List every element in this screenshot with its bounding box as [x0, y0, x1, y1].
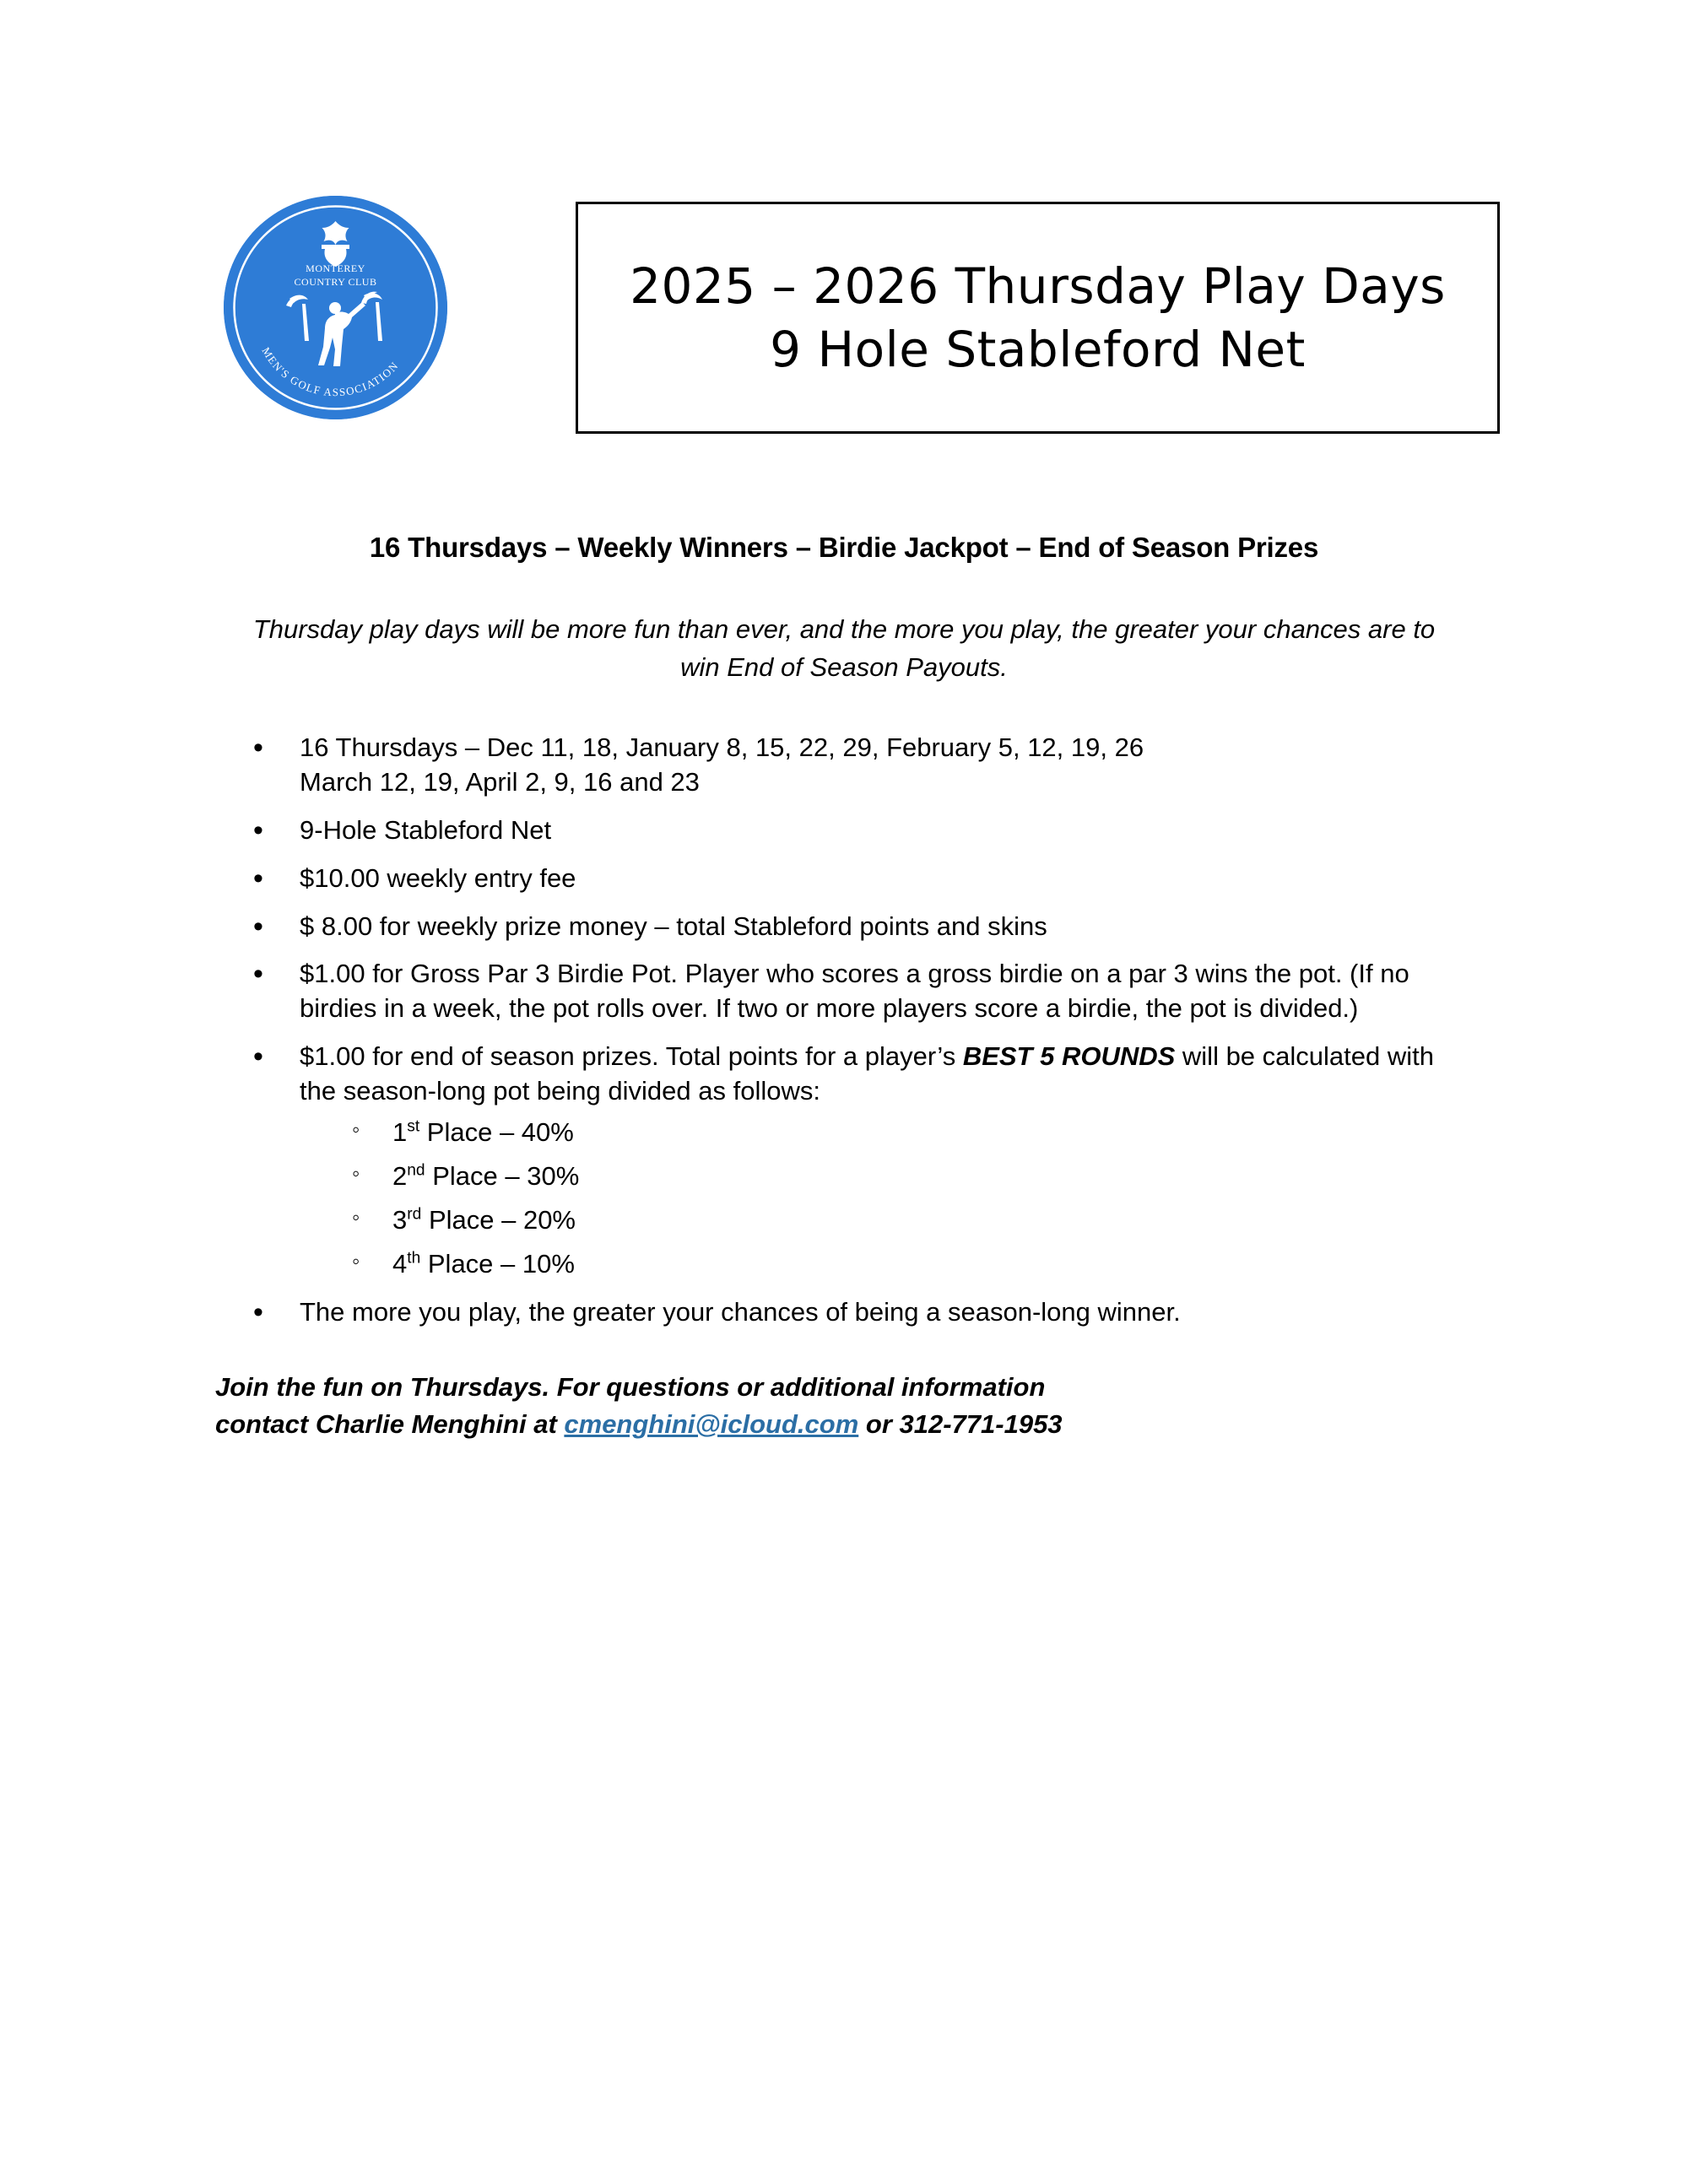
- payout-ordinal: 4: [392, 1248, 408, 1279]
- list-item-continuation: [0, 765, 1485, 800]
- season-prize-emphasis: BEST 5 ROUNDS: [962, 1041, 1176, 1072]
- title-box: [576, 202, 1500, 434]
- payout-sublist: [300, 1116, 1469, 1282]
- payout-item-3rd: [300, 1203, 1469, 1238]
- title-line-2: 9 Hole Stableford Net: [770, 320, 1306, 378]
- payout-ordinal-suffix: st: [407, 1117, 420, 1136]
- payout-item-2nd: [300, 1160, 1469, 1194]
- payout-ordinal: 3: [392, 1204, 408, 1235]
- list-item: [0, 1295, 1485, 1330]
- closing-text-pre: contact Charlie Menghini at: [215, 1408, 565, 1439]
- list-item-text: 16 Thursdays – Dec 11, 18, January 8, 15, 22, 29, February 5, 12, 19, 26: [300, 732, 1144, 762]
- list-item-text: March 12, 19, April 2, 9, 16 and 23: [300, 766, 700, 797]
- document-header: [0, 187, 1688, 457]
- payout-text: Place – 30%: [425, 1160, 580, 1191]
- payout-item-4th: [300, 1247, 1469, 1282]
- payout-text: Place – 40%: [419, 1117, 574, 1148]
- list-item-text: $1.00 for Gross Par 3 Birdie Pot. Player who scores a gross birdie on a par 3 wins the pot. (If no birdies in a week, the pot rolls over. If two or more players score a birdie, the pot is divided.): [300, 959, 1409, 1024]
- closing-line-2: [215, 1406, 1481, 1443]
- payout-text: Place – 20%: [421, 1204, 576, 1235]
- monterey-country-club-logo-icon: [224, 196, 447, 419]
- list-item-text: $10.00 weekly entry fee: [300, 862, 576, 893]
- payout-item-1st: [300, 1116, 1469, 1150]
- details-list: [0, 731, 1485, 1330]
- subtitle: 16 Thursdays – Weekly Winners – Birdie Jackpot – End of Season Prizes: [369, 532, 1319, 563]
- svg-text:MONTEREY: MONTEREY: [306, 262, 365, 274]
- list-item: [0, 910, 1485, 944]
- closing-line-1: Join the fun on Thursdays. For questions or additional information: [215, 1371, 1046, 1402]
- list-item-text: The more you play, the greater your chances of being a season-long winner.: [300, 1296, 1181, 1327]
- payout-ordinal-suffix: nd: [407, 1161, 425, 1180]
- list-item: [0, 862, 1485, 896]
- contact-email-link[interactable]: cmenghini@icloud.com: [564, 1408, 859, 1439]
- payout-ordinal: 2: [392, 1160, 408, 1191]
- list-item-text: 9-Hole Stableford Net: [300, 814, 552, 845]
- title-line-1: 2025 – 2026 Thursday Play Days: [630, 257, 1446, 316]
- document-body: [0, 532, 1688, 1443]
- closing-text-post: or 312-771-1953: [858, 1408, 1063, 1439]
- payout-ordinal-suffix: rd: [407, 1205, 422, 1224]
- season-prize-text-pre: $1.00 for end of season prizes. Total points for a player’s: [300, 1041, 963, 1072]
- payout-ordinal: 1: [392, 1117, 408, 1148]
- list-item: [0, 731, 1485, 765]
- list-item-season-prizes: [0, 1040, 1485, 1281]
- list-item: [0, 814, 1485, 848]
- payout-ordinal-suffix: th: [407, 1249, 421, 1268]
- season-prize-text-post: will be calculated with the season-long pot being divided as follows:: [300, 1041, 1434, 1106]
- list-item: [0, 957, 1485, 1026]
- svg-text:COUNTRY CLUB: COUNTRY CLUB: [294, 276, 377, 288]
- list-item-text: $ 8.00 for weekly prize money – total Stableford points and skins: [300, 911, 1047, 941]
- closing-paragraph: [215, 1369, 1481, 1443]
- svg-text:MEN'S GOLF ASSOCIATION: MEN'S GOLF ASSOCIATION: [259, 344, 402, 399]
- intro-paragraph: Thursday play days will be more fun than ever, and the more you play, the greater your chances are to win End of Season Payouts.: [252, 614, 1436, 682]
- payout-text: Place – 10%: [420, 1248, 575, 1279]
